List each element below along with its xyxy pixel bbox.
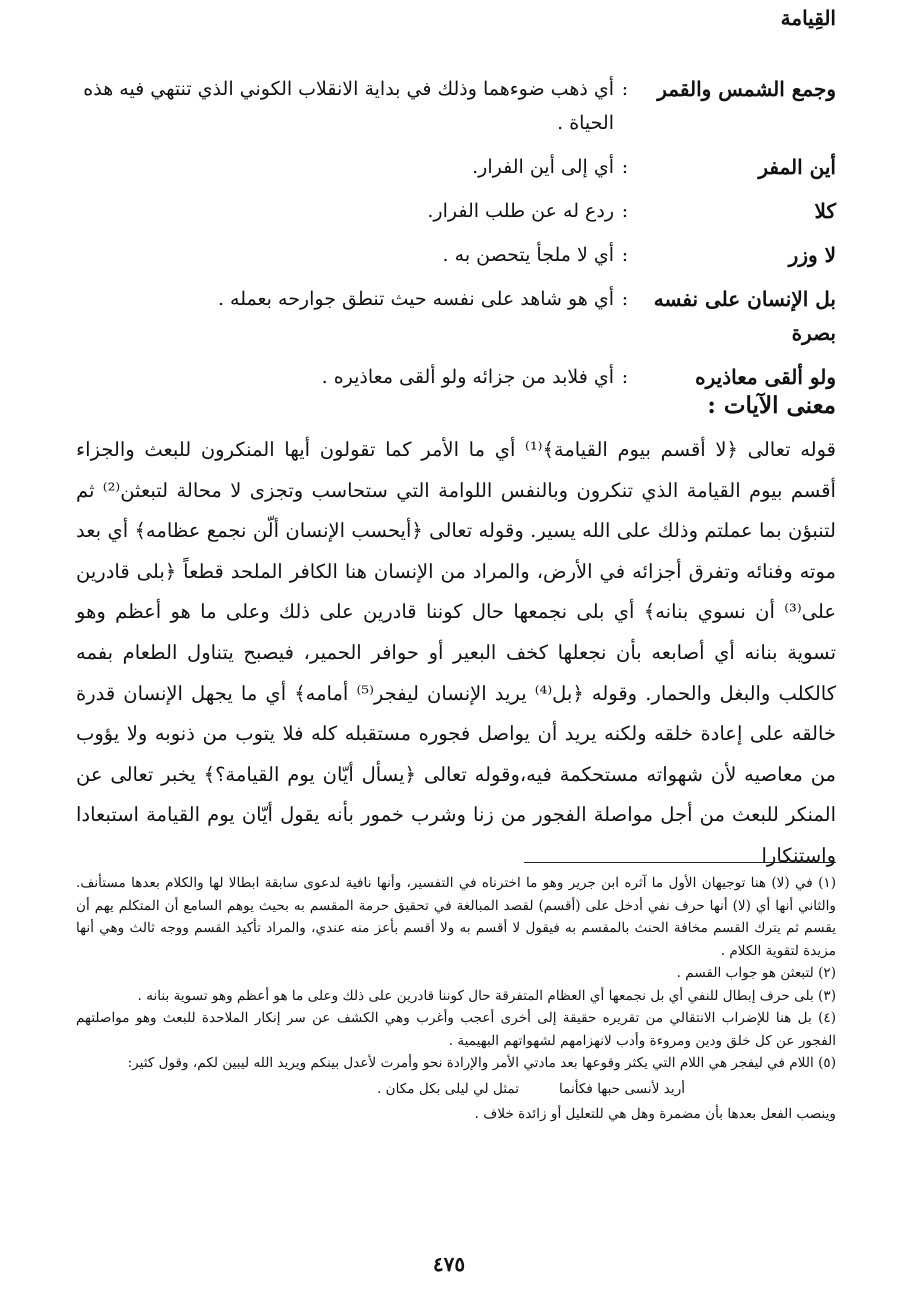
closing-note: وينصب الفعل بعدها بأن مضمرة وهل هي للتعليل أو زائدة خلاف . bbox=[474, 1105, 836, 1122]
footnote: (١) في (لا) هنا توجيهان الأول ما آثره ابن جرير وهو ما اخترناه في التفسير، وأنها نافية لدعوى سابقة ابطالا لها والكلام بعدها مستأنف. والثاني أنها أي (لا) أنها حرف نفي أدخل على (أقسم) لقصد المبالغة في تحقيق حرمة المقسم به بحيث يوهم السامع أن المتكلم يهم أن يقسم ثم يترك القسم مخافة الحنث بالمقسم به فيقول لا أقسم به ولا أقسم بأعز منه عندي، والمراد تأكيد القسم ووجه ثالث وهي أنها مزيدة لتقوية الكلام . bbox=[76, 875, 836, 959]
glossary-row bbox=[76, 360, 836, 394]
glossary-definition: أي إلى أين الفرار. bbox=[472, 156, 614, 178]
glossary-term: كلا bbox=[814, 199, 836, 223]
commentary-paragraph: قوله تعالى ﴿لا أقسم بيوم القيامة﴾⁽¹⁾ أي ما الأمر كما تقولون أيها المنكرون للبعث والجزاء أقسم بيوم القيامة الذي تنكرون وبالنفس اللوامة التي ستحاسب وتجزى لا محالة لتبعثن⁽²⁾ ثم لتنبؤن بما عملتم وذلك على الله يسير. وقوله تعالى ﴿أيحسب الإنسان ألّن نجمع عظامه﴾ أي بعد موته وفنائه وتفرق أجزائه في الأرض، والمراد من الإنسان هنا الكافر الملحد قطعاً ﴿بلى قادرين على⁽³⁾ أن نسوي بنانه﴾ أي بلى نجمعها حال كوننا قادرين على ذلك وعلى ما هو أعظم وهو تسوية بنانه أي أصابعه بأن نجعلها كخف البعير أو حوافر الحمير، فيصبح يتناول الطعام بفمه كالكلب والبغل والحمار. وقوله ﴿بل⁽⁴⁾ يريد الإنسان ليفجر⁽⁵⁾ أمامه﴾ أي ما يجهل الإنسان قدرة خالقه على إعادة خلقه ولكنه يريد أن يواصل فجوره مستقبله كله فلا يتوب من ذنوبه ولا يؤوب من معاصيه لأن شهواته مستحكمة فيه،وقوله تعالى ﴿يسأل أيّان يوم القيامة؟﴾ يخبر تعالى عن المنكر للبعث من أجل مواصلة الفجور من زنا وشرب خمور بأنه يقول أيّان يوم القيامة استبعادا واستنكارا bbox=[76, 438, 837, 867]
poem-hemistich-second: تمثل لي ليلى بكل مكان . bbox=[376, 1080, 519, 1097]
glossary-definition: أي ذهب ضوءهما وذلك في بداية الانقلاب الكوني الذي تنتهي فيه هذه الحياة . bbox=[83, 78, 614, 134]
poem-verse bbox=[76, 1075, 836, 1103]
separator: : bbox=[621, 200, 629, 222]
separator: : bbox=[621, 366, 629, 388]
footnotes bbox=[76, 872, 836, 1125]
glossary-term: بل الإنسان على نفسه بصرة bbox=[653, 287, 836, 345]
footnote: (٤) بل هنا للإضراب الانتقالي من تقريره حقيقة إلى أخرى أعجب وأغرب وهي الكشف عن سر إنكار الملاحدة للبعث وهو مواصلتهم الفجور عن كل خلق ودين ومروءة وأدب لانهزامهم لشهواتهم البهيمية . bbox=[76, 1010, 836, 1049]
separator: : bbox=[621, 78, 629, 100]
separator: : bbox=[621, 244, 629, 266]
poem-hemistich-first: أريد لأنسى حبها فكأنما bbox=[558, 1080, 686, 1097]
page-number: ٤٧٥ bbox=[432, 1252, 466, 1276]
glossary-definition: ردع له عن طلب الفرار. bbox=[427, 200, 614, 222]
glossary-term: لا وزر bbox=[788, 243, 836, 267]
glossary-term: وجمع الشمس والقمر bbox=[657, 77, 836, 101]
glossary-definition: أي لا ملجأ يتحصن به . bbox=[442, 244, 614, 266]
glossary-definition: أي فلابد من جزائه ولو ألقى معاذيره . bbox=[321, 366, 614, 388]
separator: : bbox=[621, 156, 629, 178]
footnote: (٢) لتبعثن هو جواب القسم . bbox=[676, 965, 836, 981]
glossary-definition: أي هو شاهد على نفسه حيث تنطق جوارحه بعمله . bbox=[217, 288, 614, 310]
footnote: (٣) بلى حرف إبطال للنفي أي بل نجمعها أي العظام المتفرقة حال كوننا قادرين على ذلك وعلى ما هو أعظم وهو تسوية بنانه . bbox=[137, 987, 836, 1004]
glossary-row bbox=[76, 194, 836, 228]
glossary bbox=[76, 72, 836, 404]
running-header: القِيامة bbox=[780, 6, 836, 30]
glossary-row bbox=[76, 282, 836, 350]
glossary-term: أين المفر bbox=[758, 155, 836, 179]
glossary-row bbox=[76, 150, 836, 184]
glossary-row bbox=[76, 238, 836, 272]
separator: : bbox=[621, 288, 629, 310]
glossary-row bbox=[76, 72, 836, 140]
footnote: (٥) اللام في ليفجر هي اللام التي يكثر وقوعها بعد مادتي الأمر والإرادة نحو وأمرت لأعدل بينكم ويريد الله ليبين لكم، وقول كثير: bbox=[127, 1055, 836, 1071]
section-heading: معنى الآيات : bbox=[707, 392, 836, 419]
footnote-divider bbox=[524, 862, 836, 863]
glossary-term: ولو ألقى معاذيره bbox=[695, 365, 836, 389]
